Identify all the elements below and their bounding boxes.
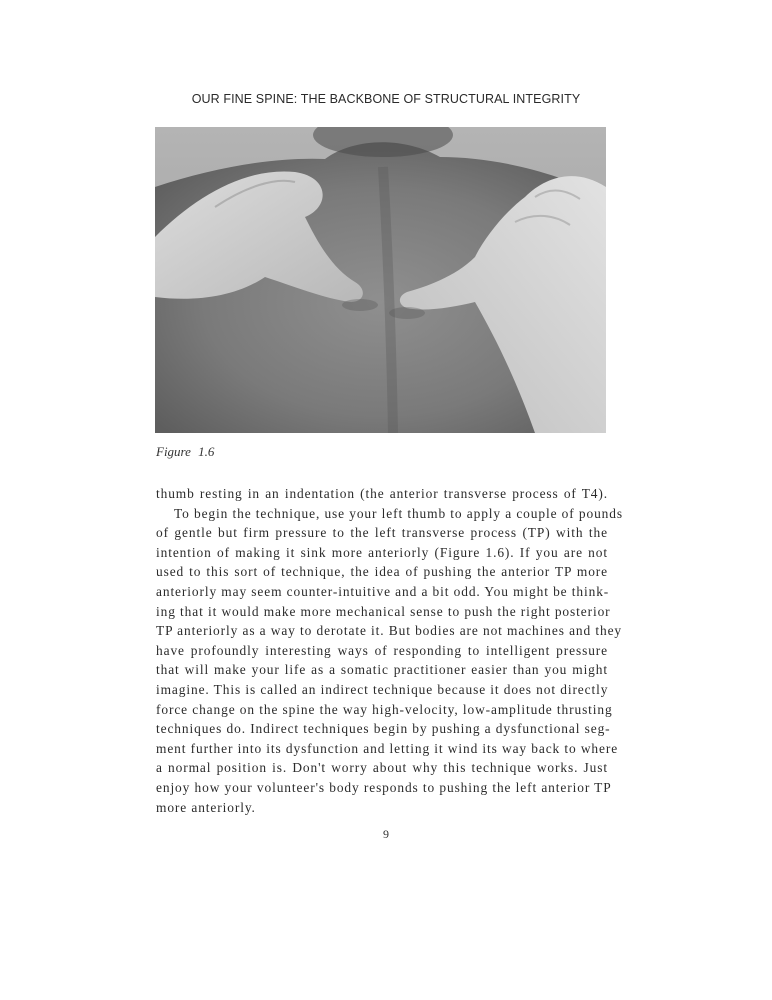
body-text bbox=[156, 484, 623, 817]
text-line: anteriorly may seem counter-intuitive and a bit odd. You might be think- bbox=[156, 583, 610, 599]
text-line: used to this sort of technique, the idea of pushing the anterior TP more bbox=[156, 564, 608, 580]
page-number: 9 bbox=[383, 827, 389, 841]
text-line: techniques do. Indirect techniques begin by pushing a dysfunctional seg- bbox=[156, 721, 611, 737]
text-line: a normal position is. Don't worry about why this technique works. Just bbox=[156, 760, 608, 776]
text-line: thumb resting in an indentation (the anterior transverse process of T4). bbox=[156, 486, 608, 501]
text-line: force change on the spine the way high-velocity, low-amplitude thrusting bbox=[156, 701, 613, 717]
figure-caption: Figure 1.6 bbox=[156, 444, 215, 459]
text-line: more anteriorly. bbox=[156, 799, 256, 815]
text-line: that will make your life as a somatic practitioner easier than you might bbox=[156, 662, 608, 678]
figure-photo bbox=[155, 127, 606, 433]
text-line: intention of making it sink more anteriorly (Figure 1.6). If you are not bbox=[156, 544, 608, 560]
text-line: of gentle but firm pressure to the left transverse process (TP) with the bbox=[156, 525, 608, 541]
text-line: ing that it would make more mechanical sense to push the right posterior bbox=[156, 603, 611, 619]
running-head: OUR FINE SPINE: THE BACKBONE OF STRUCTURAL INTEGRITY bbox=[191, 92, 581, 106]
text-line: ment further into its dysfunction and letting it wind its way back to where bbox=[156, 740, 619, 756]
text-line: TP anteriorly as a way to derotate it. But bodies are not machines and they bbox=[156, 623, 623, 639]
text-line: enjoy how your volunteer's body responds to pushing the left anterior TP bbox=[156, 779, 612, 795]
text-line: To begin the technique, use your left thumb to apply a couple of pounds bbox=[174, 505, 623, 521]
text-line: imagine. This is called an indirect technique because it does not directly bbox=[156, 681, 609, 697]
text-line: have profoundly interesting ways of responding to intelligent pressure bbox=[156, 642, 608, 658]
